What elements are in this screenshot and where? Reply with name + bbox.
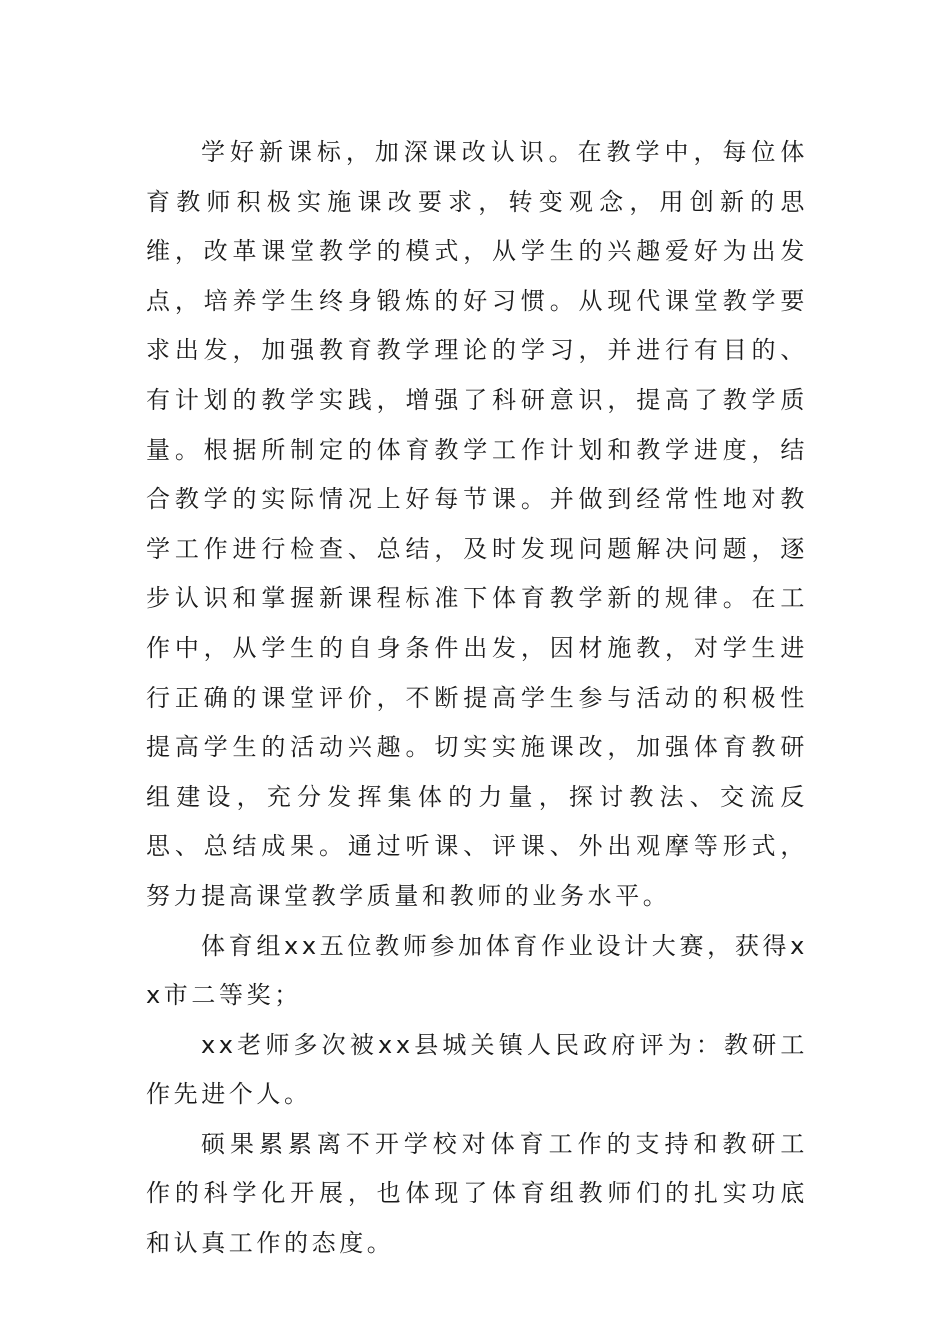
paragraph-conclusion: 硕果累累离不开学校对体育工作的支持和教研工作的科学化开展，也体现了体育组教师们的扎实功底和认真工作的态度。 — [146, 1129, 808, 1258]
paragraph-homework-design-award: 体育组xx五位教师参加体育作业设计大赛，获得xx市二等奖； — [146, 931, 808, 1010]
document-body — [146, 128, 808, 1269]
paragraph-advanced-individual: xx老师多次被xx县城关镇人民政府评为：教研工作先进个人。 — [146, 1030, 808, 1109]
paragraph-curriculum-reform: 学好新课标，加深课改认识。在教学中，每位体育教师积极实施课改要求，转变观念，用创新的思维，改革课堂教学的模式，从学生的兴趣爱好为出发点，培养学生终身锻炼的好习惯。从现代课堂教学要求出发，加强教育教学理论的学习，并进行有目的、有计划的教学实践，增强了科研意识，提高了教学质量。根据所制定的体育教学工作计划和教学进度，结合教学的实际情况上好每节课。并做到经常性地对教学工作进行检查、总结，及时发现问题解决问题，逐步认识和掌握新课程标准下体育教学新的规律。在工作中，从学生的自身条件出发，因材施教，对学生进行正确的课堂评价，不断提高学生参与活动的积极性提高学生的活动兴趣。切实实施课改，加强体育教研组建设，充分发挥集体的力量，探讨教法、交流反思、总结成果。通过听课、评课、外出观摩等形式，努力提高课堂教学质量和教师的业务水平。 — [146, 138, 808, 910]
